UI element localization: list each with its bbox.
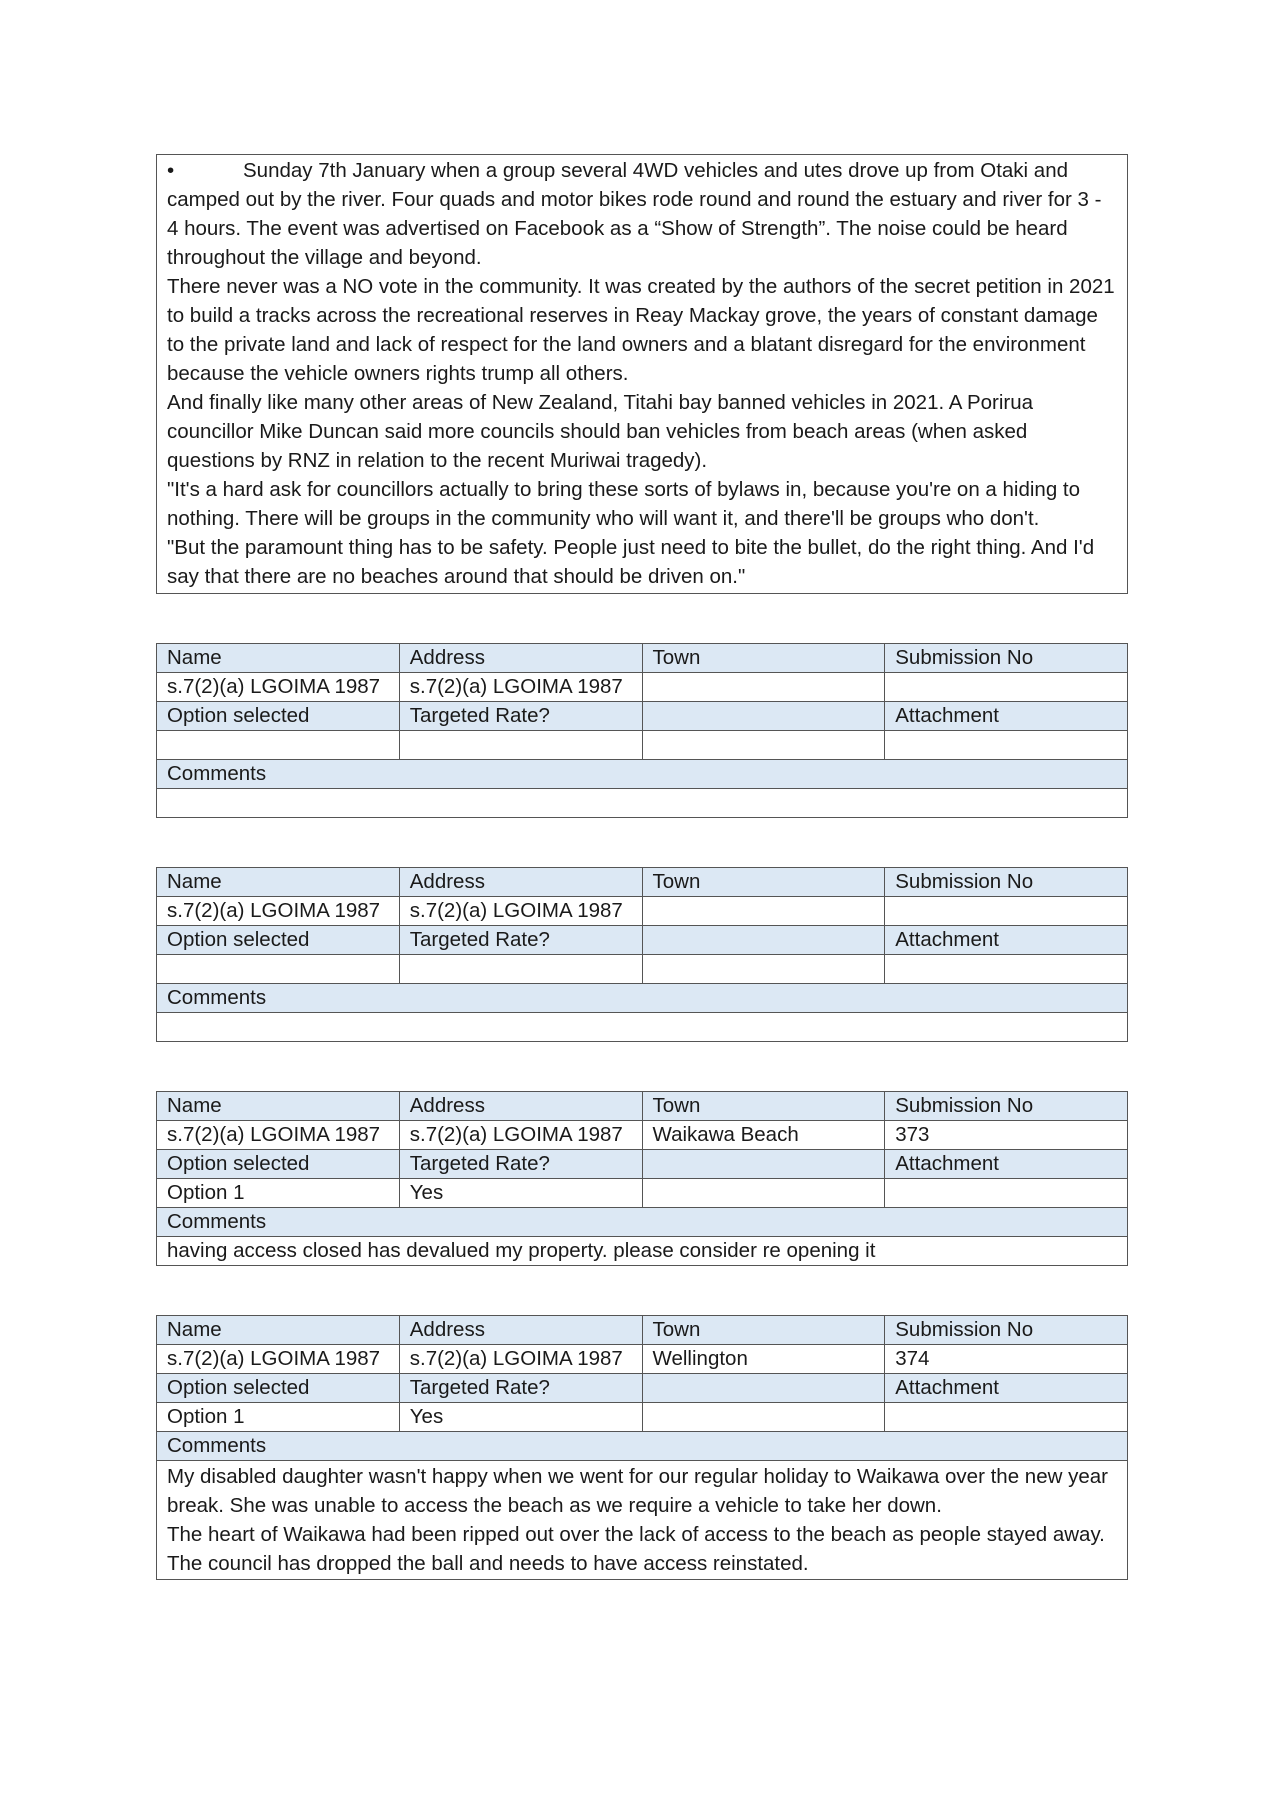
targeted-rate-label: Targeted Rate? (399, 702, 642, 731)
attachment-value (885, 1403, 1128, 1432)
empty-cell (642, 955, 885, 984)
address-value: s.7(2)(a) LGOIMA 1987 (399, 1345, 642, 1374)
town-value (642, 897, 885, 926)
option-selected-label: Option selected (157, 1374, 400, 1403)
submission-no-label: Submission No (885, 1316, 1128, 1345)
town-label: Town (642, 1316, 885, 1345)
table-row (157, 1461, 1128, 1580)
table-row (157, 1403, 1128, 1432)
attachment-value (885, 955, 1128, 984)
comment-paragraph: "But the paramount thing has to be safety. People just need to bite the bullet, do the right thing. And I'd say that there are no beaches around that should be driven on." (167, 536, 1095, 588)
header-row (157, 760, 1128, 789)
town-label: Town (642, 644, 885, 673)
attachment-label: Attachment (885, 926, 1128, 955)
bullet-glyph: • (167, 159, 175, 182)
comment-value: My disabled daughter wasn't happy when we went for our regular holiday to Waikawa over the new year break. She was unable to access the beach as we require a vehicle to take her down. The heart of Waikawa had been ripped out over the lack of access to the beach as people stayed away. The council has dropped the ball and needs to have access reinstated. (157, 1461, 1128, 1580)
name-value: s.7(2)(a) LGOIMA 1987 (157, 1121, 400, 1150)
empty-cell (642, 1179, 885, 1208)
submission-no-label: Submission No (885, 1092, 1128, 1121)
targeted-rate-value (399, 955, 642, 984)
attachment-value (885, 731, 1128, 760)
comments-label: Comments (157, 1432, 1128, 1461)
attachment-value (885, 1179, 1128, 1208)
comments-label: Comments (157, 1208, 1128, 1237)
table-row (157, 897, 1128, 926)
name-label: Name (157, 1316, 400, 1345)
empty-cell (642, 731, 885, 760)
address-value: s.7(2)(a) LGOIMA 1987 (399, 673, 642, 702)
comments-label: Comments (157, 760, 1128, 789)
header-row (157, 984, 1128, 1013)
header-row (157, 1150, 1128, 1179)
empty-cell (642, 702, 885, 731)
header-row (157, 702, 1128, 731)
header-row (157, 1432, 1128, 1461)
submission-no-label: Submission No (885, 868, 1128, 897)
address-label: Address (399, 868, 642, 897)
header-row (157, 644, 1128, 673)
attachment-label: Attachment (885, 702, 1128, 731)
table-row (157, 1237, 1128, 1266)
header-row (157, 1374, 1128, 1403)
address-label: Address (399, 1092, 642, 1121)
attachment-label: Attachment (885, 1374, 1128, 1403)
table-row (157, 789, 1128, 818)
table-row (157, 731, 1128, 760)
name-label: Name (157, 868, 400, 897)
targeted-rate-value: Yes (399, 1403, 642, 1432)
targeted-rate-label: Targeted Rate? (399, 1374, 642, 1403)
option-value (157, 731, 400, 760)
option-value: Option 1 (157, 1403, 400, 1432)
comment-value (157, 789, 1128, 818)
targeted-rate-value: Yes (399, 1179, 642, 1208)
comment-value: having access closed has devalued my property. please consider re opening it (157, 1237, 1128, 1266)
name-value: s.7(2)(a) LGOIMA 1987 (157, 897, 400, 926)
comment-paragraph: There never was a NO vote in the community. It was created by the authors of the secret petition in 2021 to build a tracks across the recreational reserves in Reay Mackay grove, the years of constant damage to the private land and lack of respect for the land owners and a blatant disregard for the environment because the vehicle owners rights trump all others. (167, 275, 1115, 385)
comment-paragraph: And finally like many other areas of New Zealand, Titahi bay banned vehicles in 2021. A Porirua councillor Mike Duncan said more councils should ban vehicles from beach areas (when asked questions by RNZ in relation to the recent Muriwai tragedy). (167, 391, 1034, 472)
address-label: Address (399, 644, 642, 673)
submission-table (156, 1091, 1128, 1266)
targeted-rate-label: Targeted Rate? (399, 1150, 642, 1179)
option-selected-label: Option selected (157, 926, 400, 955)
empty-cell (642, 1403, 885, 1432)
empty-cell (642, 1374, 885, 1403)
address-value: s.7(2)(a) LGOIMA 1987 (399, 897, 642, 926)
submission-table (156, 1315, 1128, 1580)
document-page (156, 154, 1128, 1580)
header-row (157, 868, 1128, 897)
comment-paragraph: • Sunday 7th January when a group several 4WD vehicles and utes drove up from Otaki and camped out by the river. Four quads and motor bikes rode round and round the estuary and river for 3 - 4 hours. The event was advertised on Facebook as a “Show of Strength”. The noise could be heard throughout the village and beyond. (167, 156, 1117, 272)
town-value: Waikawa Beach (642, 1121, 885, 1150)
comments-label: Comments (157, 984, 1128, 1013)
town-label: Town (642, 1092, 885, 1121)
town-label: Town (642, 868, 885, 897)
name-label: Name (157, 644, 400, 673)
header-row (157, 1092, 1128, 1121)
table-row (157, 673, 1128, 702)
targeted-rate-value (399, 731, 642, 760)
option-value (157, 955, 400, 984)
table-row (157, 1013, 1128, 1042)
previous-submission-comment (156, 154, 1128, 594)
attachment-label: Attachment (885, 1150, 1128, 1179)
option-value: Option 1 (157, 1179, 400, 1208)
comment-paragraph: "It's a hard ask for councillors actually to bring these sorts of bylaws in, because you're on a hiding to nothing. There will be groups in the community who will want it, and there'll be groups who don't. (167, 478, 1081, 530)
table-row (157, 1121, 1128, 1150)
name-value: s.7(2)(a) LGOIMA 1987 (157, 673, 400, 702)
table-row (157, 1345, 1128, 1374)
submission-table (156, 867, 1128, 1042)
table-row (157, 1179, 1128, 1208)
option-selected-label: Option selected (157, 1150, 400, 1179)
submission-table (156, 643, 1128, 818)
submission-no-value (885, 897, 1128, 926)
address-value: s.7(2)(a) LGOIMA 1987 (399, 1121, 642, 1150)
address-label: Address (399, 1316, 642, 1345)
name-label: Name (157, 1092, 400, 1121)
submission-no-value (885, 673, 1128, 702)
targeted-rate-label: Targeted Rate? (399, 926, 642, 955)
header-row (157, 1316, 1128, 1345)
town-value (642, 673, 885, 702)
town-value: Wellington (642, 1345, 885, 1374)
empty-cell (642, 1150, 885, 1179)
submission-no-value: 373 (885, 1121, 1128, 1150)
header-row (157, 1208, 1128, 1237)
submission-no-value: 374 (885, 1345, 1128, 1374)
table-row (157, 955, 1128, 984)
name-value: s.7(2)(a) LGOIMA 1987 (157, 1345, 400, 1374)
comment-value (157, 1013, 1128, 1042)
empty-cell (642, 926, 885, 955)
submission-no-label: Submission No (885, 644, 1128, 673)
header-row (157, 926, 1128, 955)
option-selected-label: Option selected (157, 702, 400, 731)
